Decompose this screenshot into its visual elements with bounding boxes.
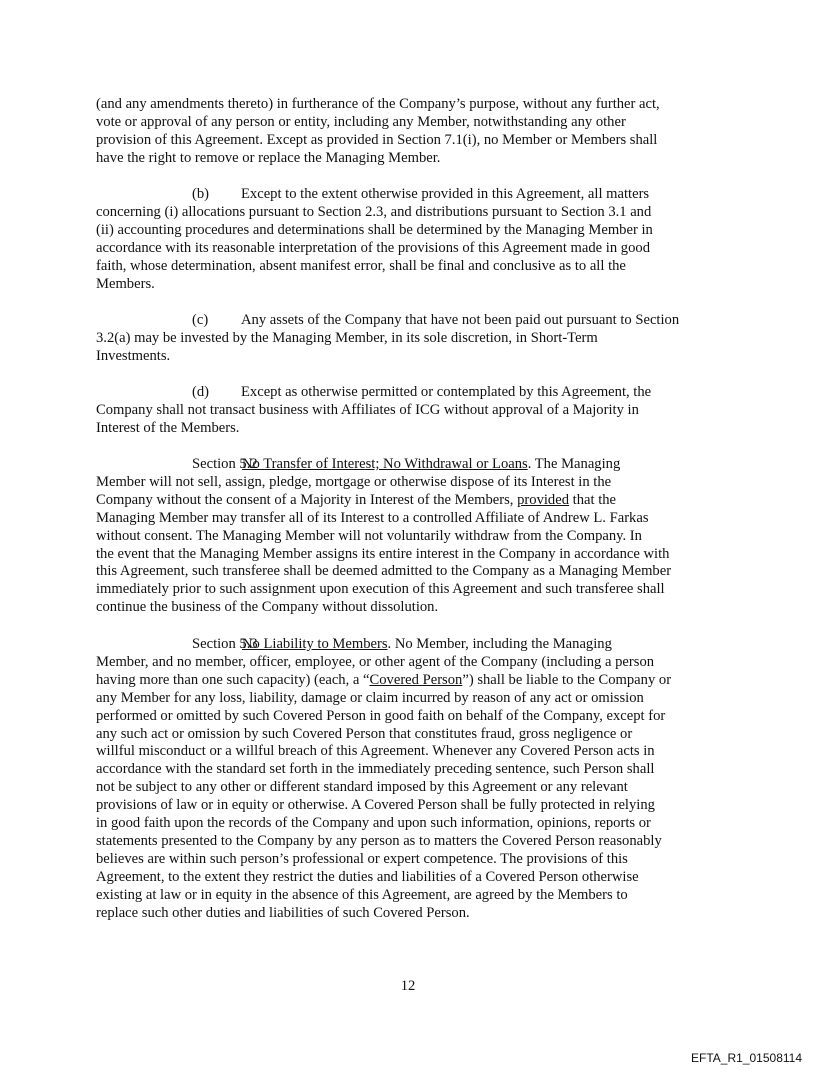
text-run: . No Member, including the Managing bbox=[387, 636, 612, 652]
text-line: faith, whose determination, absent manifest error, shall be final and conclusive as to all the bbox=[96, 257, 626, 274]
text-line: willful misconduct or a willful breach of this Agreement. Whenever any Covered Person acts in bbox=[96, 743, 655, 760]
text-line: in good faith upon the records of the Company and upon such information, opinions, reports or bbox=[96, 815, 651, 832]
paragraph-d bbox=[96, 384, 722, 438]
paragraph-first-line bbox=[96, 312, 722, 330]
text-line: performed or omitted by such Covered Person in good faith on behalf of the Company, except for bbox=[96, 707, 666, 724]
text-line: Interest of the Members. bbox=[96, 419, 240, 436]
text-run: Company without the consent of a Majority in Interest of the Members, bbox=[96, 491, 514, 508]
paragraph-first-line bbox=[96, 384, 722, 402]
paragraph-b bbox=[96, 186, 722, 293]
text-run: Except as otherwise permitted or contemplated by this Agreement, the bbox=[241, 384, 652, 400]
text-run: Any assets of the Company that have not been paid out pursuant to Section bbox=[241, 312, 680, 328]
document-id: EFTA_R1_01508114 bbox=[691, 1051, 802, 1065]
section-heading-line bbox=[96, 456, 722, 474]
text-line: continue the business of the Company without dissolution. bbox=[96, 599, 439, 616]
text-line: Member will not sell, assign, pledge, mortgage or otherwise dispose of its Interest in the bbox=[96, 473, 612, 490]
text-line: Company shall not transact business with Affiliates of ICG without approval of a Majority in bbox=[96, 401, 639, 418]
text-line: any such act or omission by such Covered Person that constitutes fraud, gross negligence or bbox=[96, 725, 633, 742]
text-line: without consent. The Managing Member will not voluntarily withdraw from the Company. In bbox=[96, 527, 642, 544]
text-line-with-defined-term bbox=[96, 492, 722, 510]
text-line: (ii) accounting procedures and determinations shall be determined by the Managing Member in bbox=[96, 221, 653, 238]
defined-term-covered-person: Covered Person bbox=[369, 671, 463, 688]
clause-marker: (c) bbox=[192, 312, 209, 328]
text-line: vote or approval of any person or entity, including any Member, notwithstanding any other bbox=[96, 113, 626, 130]
section-5-2 bbox=[96, 456, 722, 617]
text-line: Members. bbox=[96, 275, 155, 292]
text-line: believes are within such person’s professional or expert competence. The provisions of this bbox=[96, 850, 628, 867]
section-heading: No Liability to Members bbox=[242, 636, 388, 652]
text-line: have the right to remove or replace the Managing Member. bbox=[96, 149, 441, 166]
text-line: any Member for any loss, liability, damage or claim incurred by reason of any act or omission bbox=[96, 689, 644, 706]
clause-marker: (b) bbox=[192, 186, 210, 202]
page-number: 12 bbox=[400, 978, 416, 994]
paragraph-intro bbox=[96, 96, 722, 168]
text-line: Investments. bbox=[96, 347, 171, 364]
section-number: Section 5.2 bbox=[192, 456, 258, 472]
text-line: 3.2(a) may be invested by the Managing Member, in its sole discretion, in Short-Term bbox=[96, 329, 598, 346]
text-line: accordance with its reasonable interpretation of the provisions of this Agreement made in good bbox=[96, 239, 650, 256]
text-run: Except to the extent otherwise provided in this Agreement, all matters bbox=[241, 186, 650, 202]
section-heading: No Transfer of Interest; No Withdrawal or Loans bbox=[242, 456, 528, 472]
text-line: the event that the Managing Member assigns its entire interest in the Company in accordance with bbox=[96, 545, 670, 562]
paragraph-c bbox=[96, 312, 722, 366]
text-run: . The Managing bbox=[527, 456, 621, 472]
text-line: provision of this Agreement. Except as provided in Section 7.1(i), no Member or Members shall bbox=[96, 131, 658, 148]
section-5-3 bbox=[96, 636, 722, 923]
text-line: Agreement, to the extent they restrict the duties and liabilities of a Covered Person otherwise bbox=[96, 868, 639, 885]
text-line: (and any amendments thereto) in furtherance of the Company’s purpose, without any further act, bbox=[96, 96, 660, 112]
text-line: replace such other duties and liabilities of such Covered Person. bbox=[96, 904, 470, 921]
text-line: this Agreement, such transferee shall be deemed admitted to the Company as a Managing Member bbox=[96, 563, 672, 580]
defined-term-provided: provided bbox=[517, 491, 570, 508]
text-line: accordance with the standard set forth in the immediately preceding sentence, such Person shall bbox=[96, 761, 655, 778]
section-heading-line bbox=[96, 636, 722, 654]
text-line-with-defined-term bbox=[96, 672, 722, 690]
section-number: Section 5.3 bbox=[192, 636, 258, 652]
text-line: Managing Member may transfer all of its Interest to a controlled Affiliate of Andrew L. Farkas bbox=[96, 509, 649, 526]
text-line: statements presented to the Company by any person as to matters the Covered Person reasonably bbox=[96, 832, 662, 849]
text-line: existing at law or in equity in the absence of this Agreement, are agreed by the Members to bbox=[96, 886, 628, 903]
text-run: having more than one such capacity) (each, a “ bbox=[96, 671, 370, 688]
text-line: provisions of law or in equity or otherwise. A Covered Person shall be fully protected in relying bbox=[96, 797, 655, 814]
text-line: Member, and no member, officer, employee, or other agent of the Company (including a person bbox=[96, 653, 655, 670]
text-line: concerning (i) allocations pursuant to Section 2.3, and distributions pursuant to Section 3.1 and bbox=[96, 203, 652, 220]
text-line: immediately prior to such assignment upon execution of this Agreement and such transferee shall bbox=[96, 581, 665, 598]
text-line: not be subject to any other or different standard imposed by this Agreement or any relevant bbox=[96, 779, 628, 796]
text-run: ”) shall be liable to the Company or bbox=[462, 671, 672, 688]
text-run: that the bbox=[572, 491, 617, 508]
paragraph-first-line bbox=[96, 186, 722, 204]
clause-marker: (d) bbox=[192, 384, 210, 400]
